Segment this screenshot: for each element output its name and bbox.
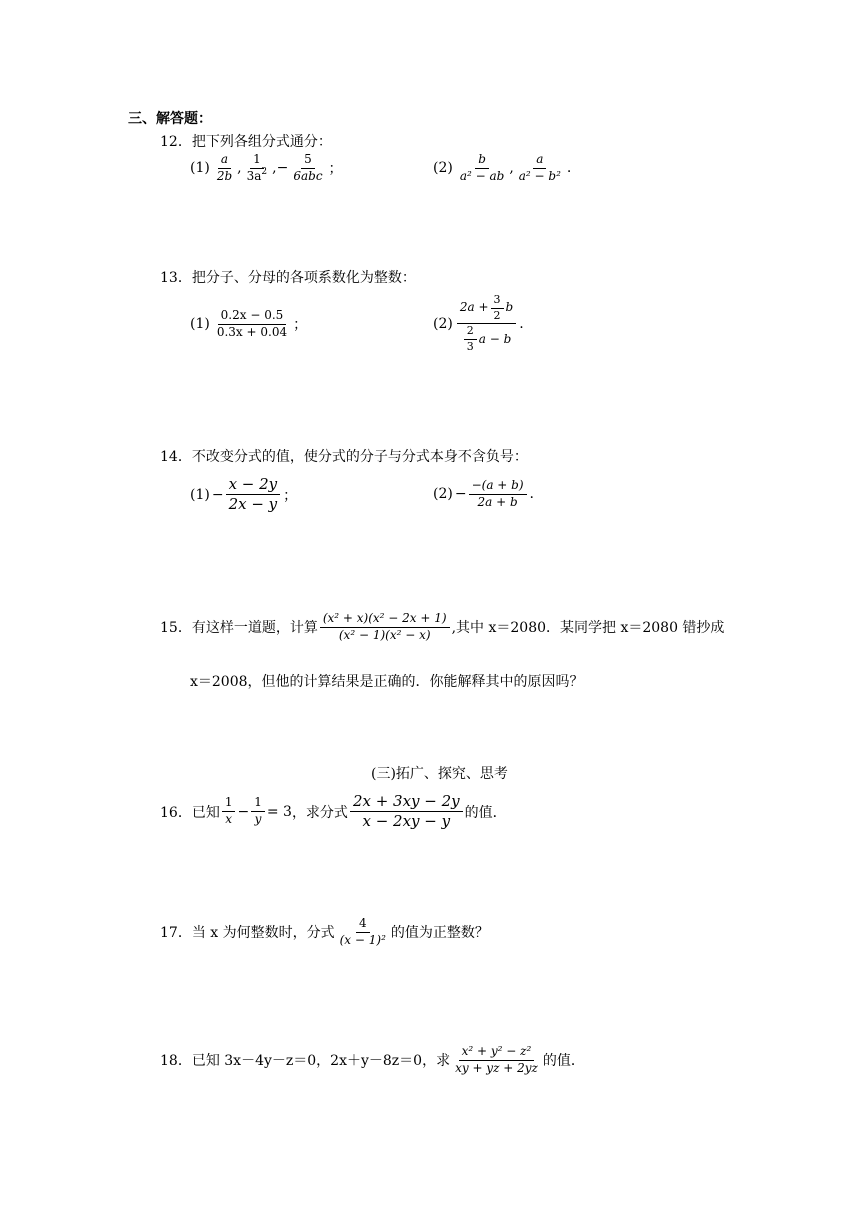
question-12-stem: 12．把下列各组分式通分： — [160, 134, 332, 150]
fraction: $\frac{5}{\text{6abc}}$ — [293, 152, 323, 183]
question-14-part-2: (2) − $\frac{-(a + b)}{2a + b}$ . — [433, 478, 534, 509]
question-14-part-1: (1) − $\frac{x - 2y}{2x - y}$ ； — [190, 475, 298, 514]
fraction: $\frac{1}{y}$ — [251, 796, 265, 827]
question-17: 17．当 x 为何整数时，分式 $\frac{4}{\text{(x − 1)²}}$ 的值为正整数？ — [160, 916, 489, 947]
complex-fraction: 2a + $\frac{3}{2}$ b $\frac{2}{3}$ a − b — [457, 294, 516, 354]
fraction: $\frac{x - 2y}{2x - y}$ — [226, 476, 281, 514]
question-15-line-1: 15．有这样一道题，计算 $\frac{\text{(x² + x)(x² − 2x + 1)}}{\text{(x² − 1)(x² − x)}}$ ,其中 x＝2080．某同学把 x＝2080 错抄成 — [160, 611, 725, 642]
fraction: $\frac{a}{\text{a² − b²}}$ — [518, 152, 561, 183]
fraction: $\frac{2x + 3xy - 2y}{x - 2xy - y}$ — [350, 793, 463, 831]
fraction: $\frac{4}{\text{(x − 1)²}}$ — [339, 916, 386, 947]
part-label: (2) — [433, 315, 453, 332]
question-12-part-1: (1) $\frac{a}{2b}$ , $\frac{1}{3a^2}$ ,− $\frac{5}{\text{6abc}}$ ； — [190, 152, 343, 183]
fraction: $\frac{1}{3a^2}$ — [246, 152, 268, 183]
part-label: (2) — [433, 486, 453, 503]
part-label: (1) — [190, 316, 210, 333]
part-label: (2) — [433, 160, 453, 177]
question-13-part-1: (1) $\frac{0.2x - 0.5}{0.3x + 0.04}$ ； — [190, 308, 308, 339]
question-18: 18．已知 3x－4y－z＝0，2x＋y－8z＝0，求 $\frac{\text{x² + y² − z²}}{xy + yz + 2yz}$ 的值． — [160, 1044, 585, 1075]
fraction: $\frac{-(a + b)}{2a + b}$ — [469, 479, 527, 510]
question-13-part-2: (2) 2a + $\frac{3}{2}$ b $\frac{2}{3}$ a − b . — [433, 293, 524, 353]
question-16: 16．已知 $\frac{1}{x}$ − $\frac{1}{y}$ = 3 ，求分式 $\frac{2x + 3xy - 2y}{x - 2xy - y}$ 的值． — [160, 792, 507, 831]
fraction: $\frac{1}{x}$ — [222, 796, 236, 827]
question-15-line-2: x＝2008，但他的计算结果是正确的．你能解释其中的原因吗？ — [190, 674, 584, 690]
section-heading: 三、解答题： — [128, 111, 212, 127]
part-label: (1) — [190, 486, 210, 503]
question-13-stem: 13．把分子、分母的各项系数化为整数： — [160, 270, 416, 286]
fraction: $\frac{a}{2b}$ — [216, 152, 233, 183]
part-label: (1) — [190, 160, 210, 177]
fraction: $\frac{\text{(x² + x)(x² − 2x + 1)}}{\text{(x² − 1)(x² − x)}}$ — [320, 612, 450, 643]
question-14-stem: 14．不改变分式的值，使分式的分子与分式本身不含负号： — [160, 449, 528, 465]
fraction: $\frac{b}{\text{a² − ab}}$ — [459, 152, 505, 183]
fraction: $\frac{0.2x - 0.5}{0.3x + 0.04}$ — [216, 308, 288, 339]
fraction: $\frac{\text{x² + y² − z²}}{xy + yz + 2yz}$ — [455, 1044, 538, 1075]
question-12-part-2: (2) $\frac{b}{\text{a² − ab}}$ , $\frac{a}{\text{a² − b²}}$ . — [433, 152, 572, 183]
subheading: (三)拓广、探究、思考 — [371, 766, 508, 782]
